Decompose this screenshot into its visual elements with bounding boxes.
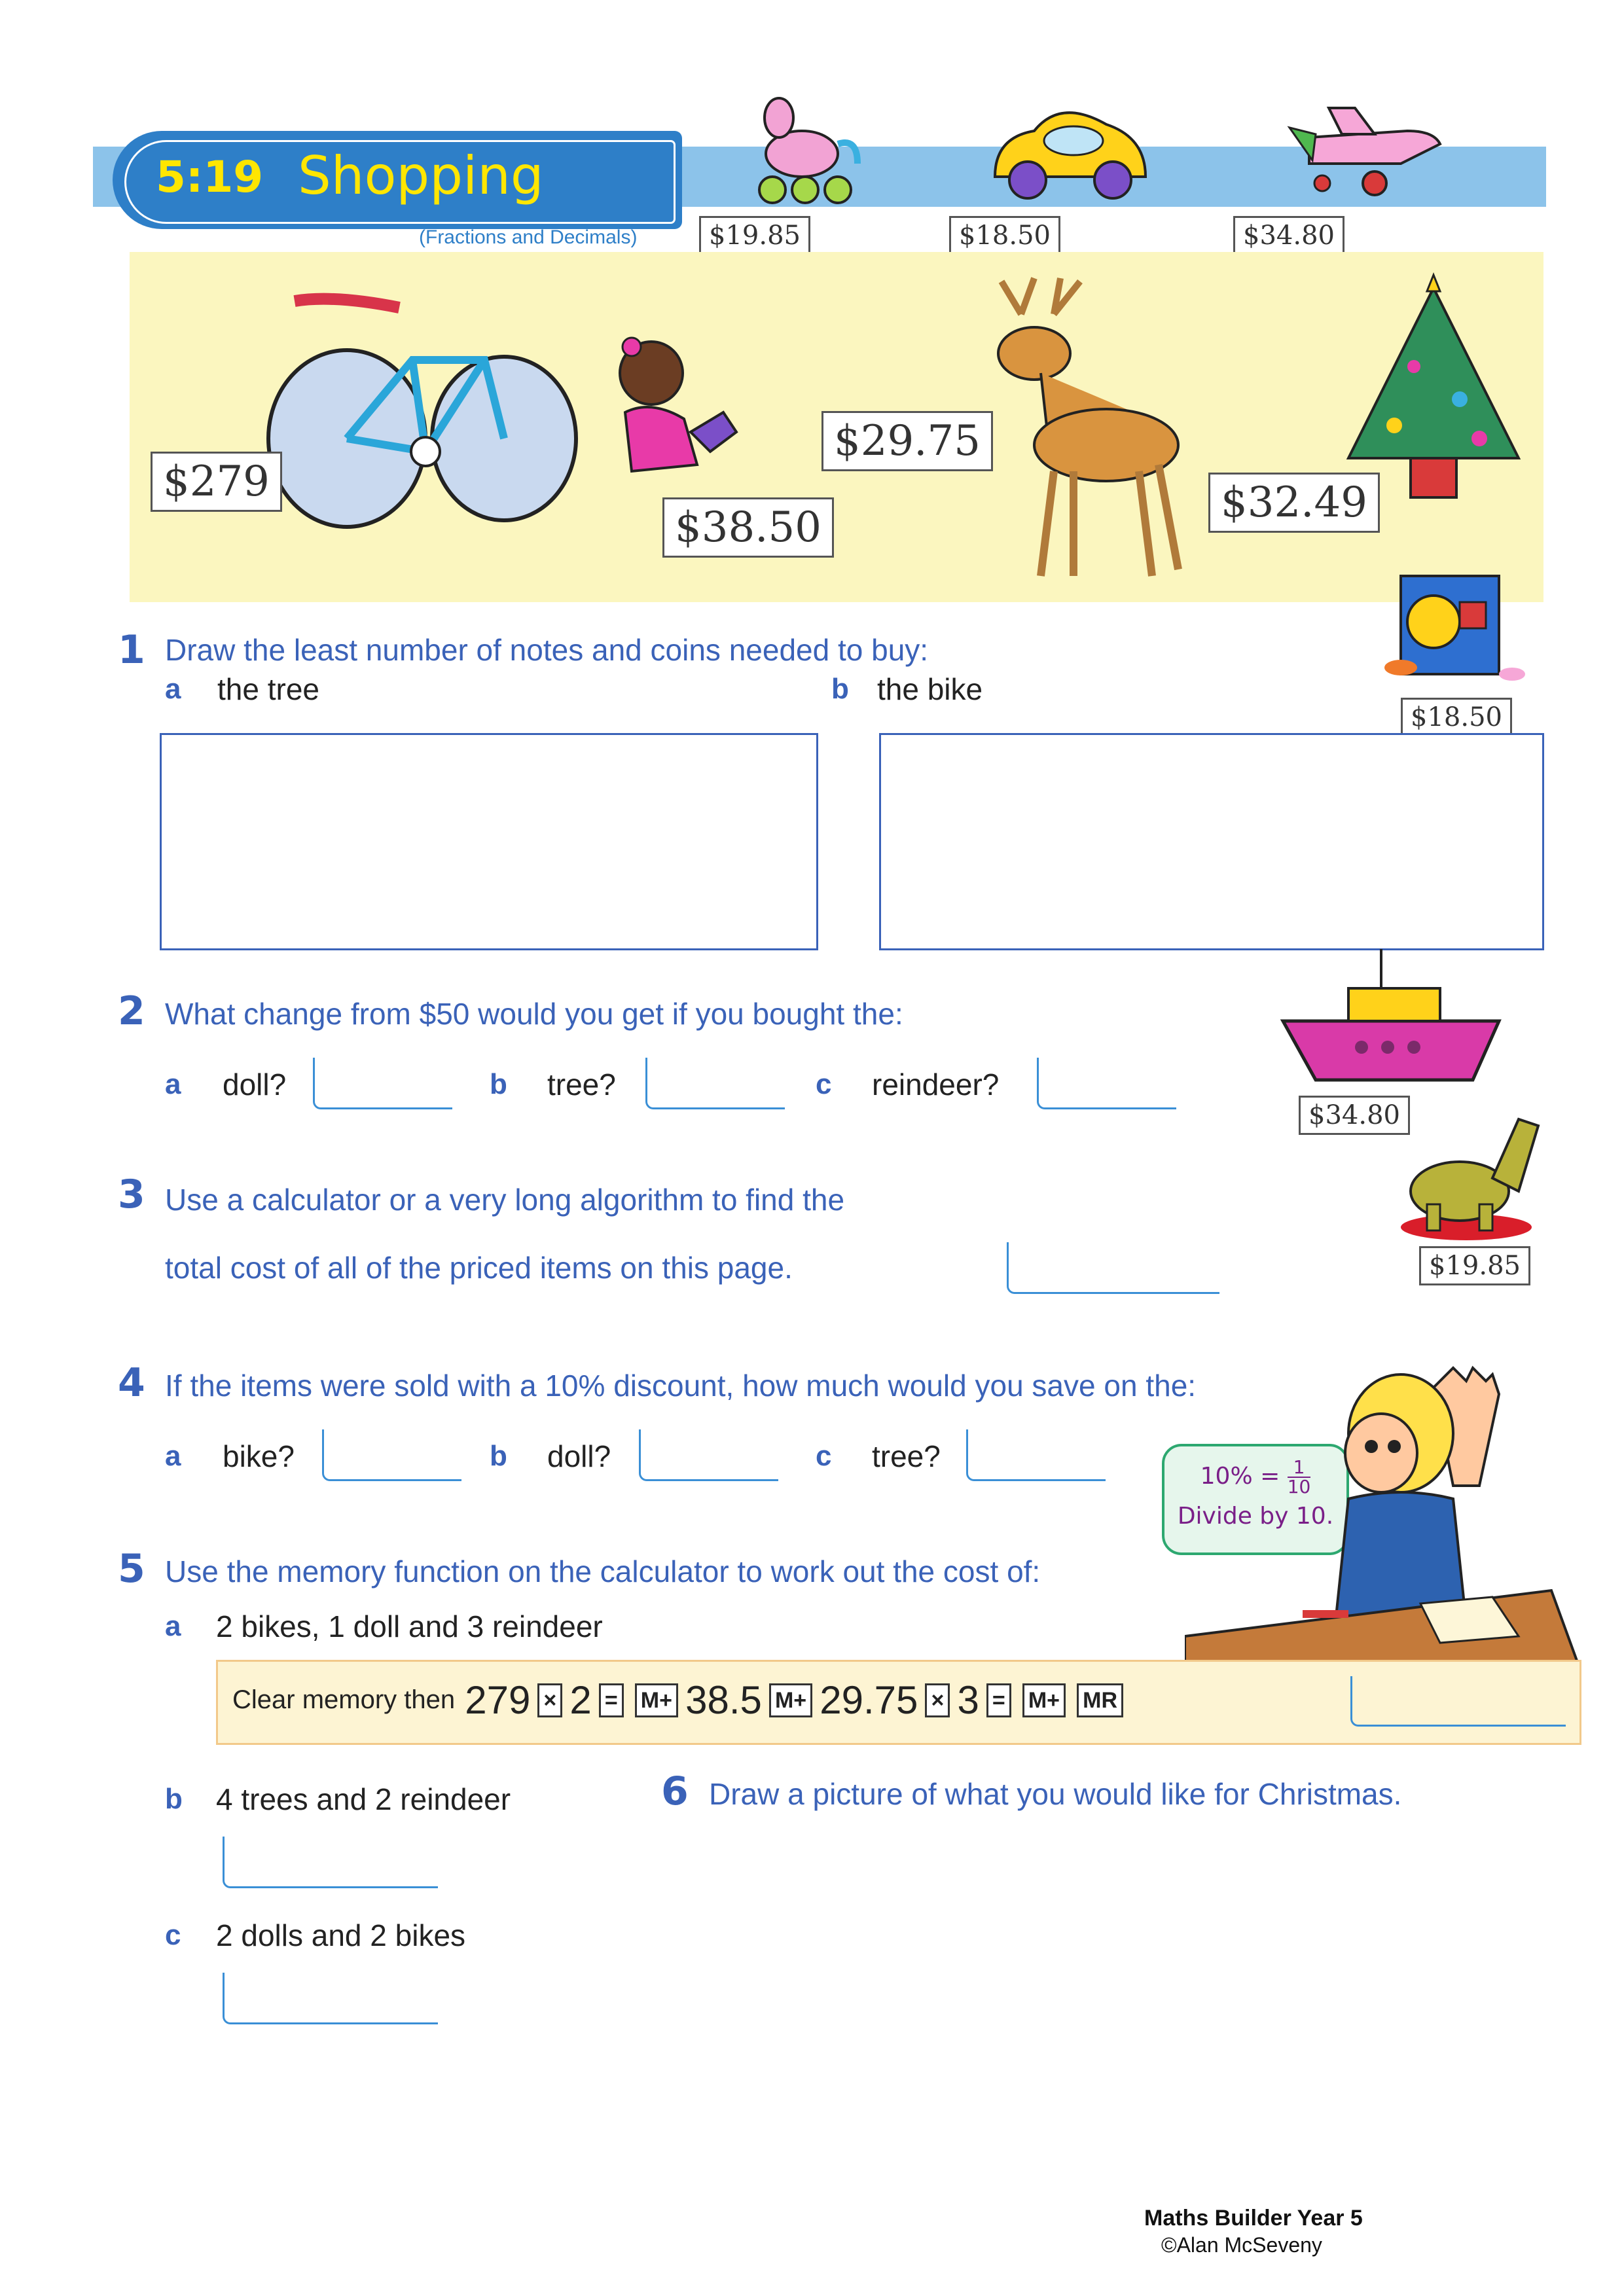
calc-number-3: 3: [957, 1678, 979, 1722]
question-1a-label: a: [165, 673, 181, 705]
question-4c-label: c: [816, 1440, 832, 1472]
price-tag-boat: $34.80: [1299, 1096, 1410, 1135]
answer-5a[interactable]: [1350, 1676, 1566, 1727]
answer-5c[interactable]: [223, 1973, 438, 2024]
lesson-number: 5:19: [156, 152, 264, 202]
rocking-horse-icon: [740, 92, 871, 209]
question-5-text: Use the memory function on the calculator to work out the cost of:: [165, 1554, 1041, 1588]
price-tag-car: $18.50: [949, 216, 1060, 255]
question-2a-text: doll?: [223, 1067, 287, 1102]
question-2a-label: a: [165, 1068, 181, 1100]
answer-5b[interactable]: [223, 1837, 438, 1888]
question-4b-text: doll?: [547, 1439, 611, 1473]
question-2c-label: c: [816, 1068, 832, 1100]
calc-number-29-75: 29.75: [820, 1678, 918, 1722]
calc-key-times: ×: [537, 1683, 562, 1717]
question-1a-text: the tree: [217, 672, 319, 706]
question-5a-label: a: [165, 1610, 181, 1642]
question-3-line1: Use a calculator or a very long algorithm to find the: [165, 1183, 845, 1217]
calc-key-mplus: M+: [769, 1683, 812, 1717]
price-tag-tree: $32.49: [1208, 473, 1380, 533]
question-6-number: 6: [661, 1768, 689, 1814]
question-5-number: 5: [118, 1546, 145, 1592]
question-2b-label: b: [490, 1068, 507, 1100]
page-subtitle: (Fractions and Decimals): [419, 226, 638, 248]
calc-key-equals: =: [599, 1683, 624, 1717]
question-4c-text: tree?: [872, 1439, 941, 1473]
question-3-number: 3: [118, 1172, 145, 1217]
calc-intro: Clear memory then: [232, 1685, 456, 1714]
question-4b-label: b: [490, 1440, 507, 1472]
toy-dinosaur-icon: [1394, 1106, 1551, 1244]
question-1-text: Draw the least number of notes and coins needed to buy:: [165, 633, 929, 667]
question-1b-text: the bike: [877, 672, 983, 706]
calc-number-279: 279: [465, 1678, 531, 1722]
question-6-text: Draw a picture of what you would like for Christmas.: [709, 1777, 1402, 1811]
question-2c-text: reindeer?: [872, 1067, 1000, 1102]
doll-icon: [592, 334, 743, 504]
question-3-line2: total cost of all of the priced items on this page.: [165, 1251, 793, 1285]
price-tag-box: $18.50: [1401, 698, 1512, 737]
calc-key-mr: MR: [1077, 1683, 1123, 1717]
answer-2a[interactable]: [313, 1058, 452, 1109]
hint-line1-prefix: 10% =: [1200, 1463, 1280, 1490]
calc-key-times: ×: [925, 1683, 950, 1717]
hint-line2: Divide by 10.: [1177, 1503, 1334, 1530]
answer-2c[interactable]: [1037, 1058, 1176, 1109]
price-tag-horse: $19.85: [699, 216, 810, 255]
calc-key-equals: =: [986, 1683, 1011, 1717]
toy-boat-icon: [1276, 949, 1519, 1093]
calc-number-38-5: 38.5: [685, 1678, 762, 1722]
question-4-text: If the items were sold with a 10% discount, how much would you save on the:: [165, 1369, 1197, 1403]
price-tag-bike: $279: [151, 452, 282, 512]
answer-4c[interactable]: [966, 1429, 1106, 1481]
answer-4b[interactable]: [639, 1429, 778, 1481]
question-5b-text: 4 trees and 2 reindeer: [216, 1782, 511, 1816]
question-4a-text: bike?: [223, 1439, 295, 1473]
calc-number-2: 2: [569, 1678, 592, 1722]
toy-plane-icon: [1283, 98, 1453, 203]
answer-4a[interactable]: [322, 1429, 461, 1481]
answer-box-1a[interactable]: [160, 733, 818, 950]
hint-fraction-denominator: 10: [1287, 1476, 1311, 1498]
question-5c-text: 2 dolls and 2 bikes: [216, 1918, 466, 1952]
question-2-number: 2: [118, 988, 145, 1034]
student-illustration-icon: [1185, 1361, 1584, 1662]
footer-copyright: ©Alan McSeveny: [1161, 2233, 1322, 2257]
answer-3[interactable]: [1007, 1242, 1219, 1294]
question-4-number: 4: [118, 1360, 145, 1406]
calc-key-mplus: M+: [635, 1683, 678, 1717]
question-5b-label: b: [165, 1783, 183, 1815]
question-2b-text: tree?: [547, 1067, 616, 1102]
price-tag-reindeer: $29.75: [821, 411, 993, 471]
answer-2b[interactable]: [645, 1058, 785, 1109]
calculator-sequence: [216, 1660, 1581, 1745]
question-1b-label: b: [831, 673, 849, 705]
calc-key-mplus: M+: [1022, 1683, 1066, 1717]
answer-box-1b[interactable]: [879, 733, 1544, 950]
question-2-text: What change from $50 would you get if you bought the:: [165, 997, 903, 1031]
footer-book-title: Maths Builder Year 5: [1144, 2206, 1363, 2231]
activity-box-icon: [1381, 556, 1532, 700]
question-5c-label: c: [165, 1919, 181, 1951]
question-1-number: 1: [118, 627, 145, 673]
page-title: Shopping: [298, 145, 544, 206]
question-5a-text: 2 bikes, 1 doll and 3 reindeer: [216, 1609, 603, 1643]
price-tag-dinosaur: $19.85: [1419, 1246, 1530, 1285]
price-tag-doll: $38.50: [662, 497, 834, 558]
question-4a-label: a: [165, 1440, 181, 1472]
bicycle-icon: [262, 288, 583, 530]
hint-fraction-numerator: 1: [1288, 1458, 1311, 1478]
price-tag-plane: $34.80: [1233, 216, 1344, 255]
toy-car-icon: [982, 98, 1159, 209]
